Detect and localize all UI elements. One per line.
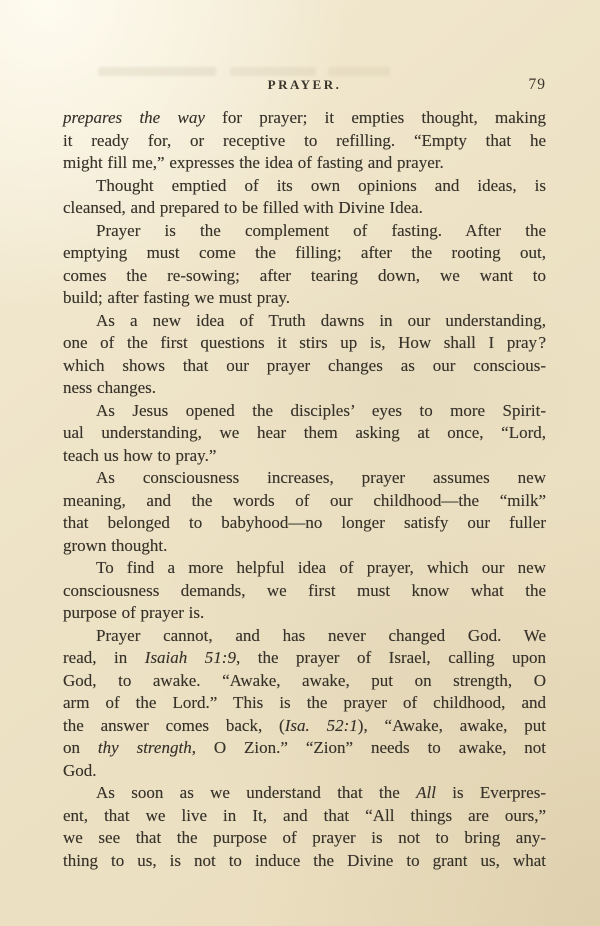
text-run: ual understanding, we hear them asking at once, “Lord, [63, 423, 546, 442]
text-run: thing to us, is not to induce the Divine to grant us, what [63, 850, 546, 870]
text-run: As Jesus opened the disciples’ eyes to more Spirit- [96, 400, 546, 420]
text-run: which shows that our prayer changes as our conscious- [63, 355, 546, 375]
italic-text: prepares the way [63, 108, 205, 127]
text-run: cleansed, and prepared to be filled with Divine Idea. [63, 198, 423, 217]
text-run: Prayer cannot, and has never changed God. We [96, 625, 546, 645]
ghost-smudge [328, 67, 390, 76]
text-line [63, 850, 546, 873]
text-line [63, 782, 546, 805]
italic-text: Isa. 52:1 [284, 715, 358, 735]
text-line [63, 535, 546, 558]
text-line [63, 422, 546, 445]
text-run: As soon as we understand that the [96, 783, 417, 802]
text-run: grown thought. [63, 535, 168, 555]
text-run: teach us how to pray.” [63, 445, 217, 465]
text-run: ness changes. [63, 378, 157, 397]
text-line [63, 130, 546, 153]
text-line [63, 197, 546, 220]
text-run: build; after fasting we must pray. [63, 288, 291, 307]
text-line [63, 805, 546, 828]
text-line [63, 467, 546, 490]
text-line [63, 152, 546, 175]
text-run: for prayer; it empties thought, making [204, 108, 546, 127]
text-line [63, 220, 546, 243]
text-line [63, 400, 546, 423]
text-run: one of the first questions it stirs up is, How shall I pray ? [63, 333, 546, 352]
italic-text: thy strength [97, 738, 192, 757]
text-run: As a new idea of Truth dawns in our understanding, [96, 310, 546, 330]
text-line [63, 692, 546, 715]
text-run: To find a more helpful idea of prayer, which our new [96, 558, 546, 577]
page-number: 79 [528, 76, 546, 93]
text-line [63, 310, 546, 333]
text-run: ent, that we live in It, and that “All things are ours,” [63, 805, 546, 825]
text-run: read, in [63, 648, 145, 667]
text-line [63, 715, 546, 738]
text-run: Thought emptied of its own opinions and ideas, is [96, 175, 546, 195]
text-run: consciousness demands, we first must know what the [63, 580, 546, 600]
text-run: As consciousness increases, prayer assumes new [96, 468, 546, 487]
text-line [63, 175, 546, 198]
text-line [63, 647, 546, 670]
running-head-title: PRAYER. [267, 77, 342, 92]
text-run: meaning, and the words of our childhood—the “milk” [63, 490, 546, 510]
text-line [63, 332, 546, 355]
text-line [63, 107, 546, 130]
text-line [63, 557, 546, 580]
text-run: on [63, 738, 98, 757]
text-line [63, 355, 546, 378]
text-run: is Everpres- [435, 783, 546, 802]
text-line [63, 265, 546, 288]
text-line [63, 580, 546, 603]
italic-text: Isaiah 51:9 [144, 648, 236, 667]
text-run: ), “Awake, awake, put [357, 715, 546, 735]
text-line [63, 512, 546, 535]
text-line [63, 287, 546, 310]
text-run: God. [63, 760, 97, 780]
text-line [63, 242, 546, 265]
text-run: it ready for, or receptive to refilling. “Empty that he [63, 130, 546, 150]
text-line [63, 625, 546, 648]
text-run: comes the re-sowing; after tearing down, we want to [63, 265, 546, 285]
page-text [63, 107, 546, 872]
ghost-smudge [98, 67, 216, 76]
text-run: we see that the purpose of prayer is not to bring any- [63, 828, 546, 847]
text-line [63, 377, 546, 400]
text-line [63, 490, 546, 513]
text-run: purpose of prayer is. [63, 603, 205, 622]
text-run: arm of the Lord.” This is the prayer of childhood, and [63, 693, 546, 712]
text-run: , the prayer of Israel, calling upon [235, 648, 546, 667]
text-run: Prayer is the complement of fasting. After the [96, 220, 546, 240]
ghost-smudge [230, 67, 316, 76]
text-line [63, 760, 546, 783]
text-line [63, 445, 546, 468]
text-line [63, 670, 546, 693]
text-line [63, 827, 546, 850]
text-run: that belonged to babyhood—no longer satisfy our fuller [63, 513, 546, 532]
text-run: , O Zion.” “Zion” needs to awake, not [191, 738, 547, 757]
text-line [63, 737, 546, 760]
italic-text: All [416, 783, 436, 802]
text-run: the answer comes back, ( [63, 715, 285, 735]
text-line [63, 602, 546, 625]
text-run: God, to awake. “Awake, awake, put on strength, O [63, 670, 546, 690]
text-run: emptying must come the filling; after the rooting out, [63, 243, 546, 262]
text-run: might fill me,” expresses the idea of fasting and prayer. [63, 153, 444, 172]
